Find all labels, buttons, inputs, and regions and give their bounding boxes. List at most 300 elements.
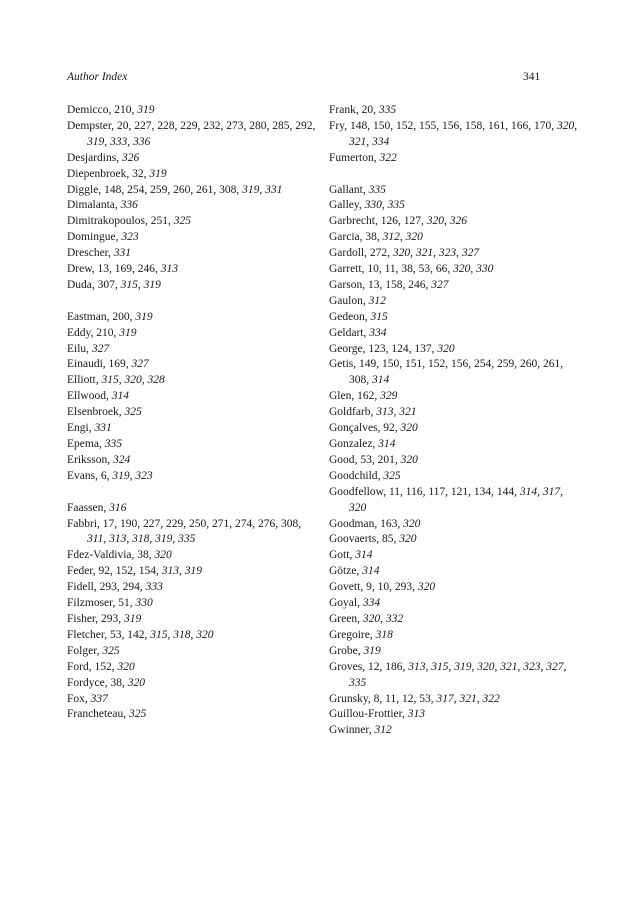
page-reference: 156	[451, 358, 469, 371]
index-entry: Geldart, 334	[329, 326, 387, 339]
page-reference: 294	[122, 581, 140, 594]
page-reference: 335	[368, 183, 386, 196]
page-reference: 117	[428, 485, 446, 498]
index-entry: Galley, 330, 335	[329, 199, 405, 212]
page-reference: 313	[161, 565, 179, 578]
author-name: Gaulon	[329, 294, 363, 307]
page-reference: 323	[135, 469, 153, 482]
index-entry: Eastman, 200, 319	[67, 310, 153, 323]
page-reference: 317	[542, 485, 561, 498]
index-entry: Elliott, 315, 320, 328	[67, 374, 165, 387]
author-name: Gregoire	[329, 628, 370, 641]
author-name: Elliott	[67, 374, 96, 387]
page-reference: 152	[115, 565, 133, 578]
page-reference: 319	[454, 660, 472, 673]
index-entry: Govett, 9, 10, 293, 320	[329, 581, 436, 594]
page-reference: 161	[487, 119, 506, 132]
page-reference: 154	[138, 565, 156, 578]
page-reference: 246	[137, 263, 156, 276]
page-reference: 331	[265, 183, 283, 196]
author-name: Goyal	[329, 597, 358, 610]
author-name: Grunsky	[329, 692, 368, 705]
author-name: Fordyce	[67, 676, 105, 689]
page-reference: 320	[196, 628, 214, 641]
index-entry: Diggle, 148, 254, 259, 260, 261, 308, 319, 331	[67, 183, 283, 196]
page-reference: 142	[127, 628, 145, 641]
page-reference: 150	[382, 358, 400, 371]
index-entry: Ellwood, 314	[67, 390, 129, 403]
page-reference: 322	[482, 692, 500, 705]
page-reference: 307	[97, 278, 115, 291]
page-number: 341	[523, 71, 541, 83]
page-reference: 53	[360, 453, 372, 466]
page-reference: 232	[203, 119, 221, 132]
page-reference: 121	[450, 485, 469, 498]
page-reference: 293	[394, 581, 413, 594]
author-name: Groves	[329, 660, 363, 673]
author-name: Gedeon	[329, 310, 365, 323]
index-entry: Gardoll, 272, 320, 321, 323, 327	[329, 247, 480, 260]
page-reference: 123	[368, 342, 386, 355]
page-reference: 10	[377, 581, 390, 594]
page-reference: 320	[117, 660, 135, 673]
author-name: Eastman	[67, 310, 107, 323]
page-reference: 53	[418, 263, 431, 276]
page-reference: 319	[135, 310, 153, 323]
author-name: Green	[329, 612, 358, 625]
page-reference: 325	[102, 644, 120, 657]
author-name: Guillou-Frottier	[329, 708, 403, 721]
page-reference: 20	[361, 104, 374, 116]
page-reference: 259	[497, 358, 515, 371]
page-reference: 20	[117, 119, 129, 132]
author-name: Garcia	[329, 231, 360, 244]
index-entry: Fletcher, 53, 142, 315, 318, 320	[67, 628, 214, 641]
page-reference: 169	[114, 263, 133, 276]
page-reference: 334	[362, 597, 381, 610]
page-reference: 53	[419, 692, 431, 705]
author-name: Garrett	[329, 263, 362, 276]
author-name: Drescher	[67, 247, 109, 260]
page-reference: 320	[403, 517, 421, 530]
page-reference: 320	[362, 612, 381, 625]
index-entry: Evans, 6, 319, 323	[67, 469, 153, 482]
index-entry: Garrett, 10, 11, 38, 53, 66, 320, 330	[329, 263, 494, 276]
page-reference: 162	[357, 390, 375, 403]
page-reference: 335	[387, 199, 405, 212]
page-reference: 228	[157, 119, 175, 132]
page-reference: 321	[415, 247, 434, 260]
author-name: Gwinner	[329, 724, 369, 737]
author-name: Dempster	[67, 119, 112, 132]
page-reference: 313	[376, 406, 394, 419]
page-reference: 320	[349, 501, 367, 514]
author-name: Desjardins	[67, 151, 117, 164]
index-entry: Einaudi, 169, 327	[67, 358, 149, 371]
index-entry: Drescher, 331	[67, 247, 132, 260]
page-reference: 327	[131, 358, 149, 371]
running-header-title: Author Index	[67, 71, 128, 83]
page-reference: 285	[272, 119, 290, 132]
page-reference: 152	[395, 119, 414, 132]
page-reference: 336	[120, 199, 138, 212]
page-reference: 38	[401, 263, 413, 276]
page-reference: 66	[435, 263, 448, 276]
index-entry: Feder, 92, 152, 154, 313, 319	[67, 565, 202, 578]
index-entry: Domingue, 323	[67, 231, 139, 244]
page-reference: 124	[391, 342, 409, 355]
index-entry: Filzmoser, 51, 330	[67, 597, 153, 610]
page-reference: 325	[173, 215, 191, 228]
page-reference: 314	[378, 438, 396, 451]
author-name: Grobe	[329, 644, 358, 657]
index-entry: Engi, 331	[67, 422, 112, 435]
author-name: Goodfellow	[329, 485, 384, 498]
author-name: Fletcher	[67, 628, 105, 641]
author-name: Goodchild	[329, 469, 378, 482]
author-name: Getis	[329, 358, 354, 371]
index-entry: Elsenbroek, 325	[67, 406, 142, 419]
page-reference: 330	[364, 199, 382, 212]
page-reference: 318	[132, 533, 150, 546]
author-name: Eilu	[67, 342, 87, 355]
index-entry: Götze, 314	[329, 565, 380, 578]
author-name: Ellwood	[67, 390, 106, 403]
page-reference: 227	[143, 517, 161, 530]
page-reference: 17	[102, 517, 115, 530]
page-reference: 318	[375, 628, 393, 641]
page-reference: 293	[99, 581, 117, 594]
index-entry: Garbrecht, 126, 127, 320, 326	[329, 215, 467, 228]
page-reference: 293	[101, 612, 119, 625]
index-entry: Goodchild, 325	[329, 469, 401, 482]
page-reference: 326	[449, 215, 467, 228]
index-entry: Folger, 325	[67, 644, 120, 657]
page-reference: 274	[235, 517, 253, 530]
page-reference: 317	[436, 692, 454, 705]
page-reference: 321	[500, 660, 518, 673]
author-name: Goovaerts	[329, 533, 377, 546]
index-entry: Faassen, 316	[67, 501, 127, 514]
index-entry: Gonzalez, 314	[329, 438, 396, 451]
page-reference: 334	[372, 135, 390, 148]
page-reference: 323	[121, 231, 139, 244]
page-reference: 323	[438, 247, 457, 260]
index-entry: Fidell, 293, 294, 333	[67, 581, 163, 594]
index-entry: Groves, 12, 186, 313, 315, 319, 320, 321, 323, 327, 335	[329, 660, 567, 689]
page-reference: 276	[258, 517, 276, 530]
page-reference: 335	[349, 676, 367, 689]
index-entry: Goldfarb, 313, 321	[329, 406, 417, 419]
index-entry: Eriksson, 324	[67, 453, 131, 466]
page-reference: 313	[407, 708, 426, 721]
page-reference: 251	[150, 215, 168, 228]
index-entry: Gedeon, 315	[329, 310, 388, 323]
index-entry: Glen, 162, 329	[329, 390, 398, 403]
page-reference: 254	[474, 358, 492, 371]
index-entry: Epema, 335	[67, 438, 122, 451]
page-reference: 12	[401, 692, 414, 705]
index-entry: Fisher, 293, 319	[67, 612, 142, 625]
page-reference: 319	[143, 278, 161, 291]
author-name: Feder	[67, 565, 93, 578]
page-reference: 337	[90, 692, 108, 705]
author-name: Eriksson	[67, 453, 108, 466]
index-entry: Fordyce, 38, 320	[67, 676, 145, 689]
page-reference: 326	[121, 151, 140, 164]
author-name: Gallant	[329, 183, 363, 196]
page-reference: 308	[281, 517, 299, 530]
page-reference: 320	[127, 676, 145, 689]
index-entry: Guillou-Frottier, 313	[329, 708, 426, 721]
author-name: Fdez-Valdivia	[67, 549, 132, 562]
author-name: Galley	[329, 199, 359, 212]
page-reference: 318	[173, 628, 191, 641]
page-reference: 227	[134, 119, 152, 132]
page-reference: 319	[184, 565, 202, 578]
page-reference: 158	[385, 278, 403, 291]
author-name: Domingue	[67, 231, 116, 244]
page-reference: 320	[437, 342, 455, 355]
page-reference: 325	[128, 708, 147, 721]
page-reference: 320	[392, 247, 411, 260]
page-reference: 246	[408, 278, 426, 291]
index-entry: George, 123, 124, 137, 320	[329, 342, 455, 355]
author-name: Einaudi	[67, 358, 103, 371]
author-name: Fisher	[67, 612, 96, 625]
index-entry: Garcia, 38, 312, 320	[329, 231, 423, 244]
author-name: Fumerton	[329, 151, 374, 164]
page-reference: 319	[119, 326, 137, 339]
letter-section-gap	[67, 485, 317, 501]
page-reference: 335	[104, 438, 122, 451]
index-entry: Eddy, 210, 319	[67, 326, 137, 339]
author-name: Govett	[329, 581, 361, 594]
author-name: Gonçalves	[329, 422, 378, 435]
index-entry: Grunsky, 8, 11, 12, 53, 317, 321, 322	[329, 692, 500, 705]
page-reference: 259	[150, 183, 168, 196]
author-name: Glen	[329, 390, 352, 403]
index-entry: Gallant, 335	[329, 183, 386, 196]
page-reference: 314	[362, 565, 380, 578]
page-reference: 321	[459, 692, 477, 705]
page-reference: 330	[476, 263, 494, 276]
author-name: Faassen	[67, 501, 104, 514]
page-reference: 324	[113, 453, 131, 466]
page-reference: 314	[372, 374, 390, 387]
author-name: Ford	[67, 660, 89, 673]
page-reference: 152	[428, 358, 446, 371]
index-entry: Dempster, 20, 227, 228, 229, 232, 273, 280, 285, 292, 319, 333, 336	[67, 119, 316, 148]
page-reference: 11	[385, 692, 397, 705]
index-entry: Gott, 314	[329, 549, 373, 562]
author-name: Dimalanta	[67, 199, 115, 212]
page-reference: 116	[405, 485, 423, 498]
page-reference: 210	[114, 104, 132, 116]
index-entry: Duda, 307, 315, 319	[67, 278, 161, 291]
author-name: Drew	[67, 263, 92, 276]
author-name: Francheteau	[67, 708, 124, 721]
index-entry: Goyal, 334	[329, 597, 381, 610]
page-reference: 320	[477, 660, 495, 673]
author-name: Diepenbroek	[67, 167, 127, 180]
page-reference: 92	[98, 565, 110, 578]
author-name: Elsenbroek	[67, 406, 119, 419]
page-reference: 319	[137, 104, 155, 116]
page-reference: 155	[418, 119, 437, 132]
page-reference: 327	[546, 660, 564, 673]
page-reference: 271	[212, 517, 230, 530]
page-reference: 320	[400, 422, 418, 435]
page-reference: 273	[226, 119, 244, 132]
page-reference: 92	[383, 422, 395, 435]
page-reference: 313	[109, 533, 127, 546]
page-reference: 144	[496, 485, 515, 498]
author-name: Epema	[67, 438, 99, 451]
page-reference: 320	[124, 374, 142, 387]
page-reference: 320	[426, 215, 444, 228]
index-entry: Gaulon, 312	[329, 294, 386, 307]
letter-section-gap	[329, 167, 579, 183]
author-name: Goodman	[329, 517, 375, 530]
page-reference: 13	[97, 263, 110, 276]
index-entry: Dimalanta, 336	[67, 199, 138, 212]
author-name: Demicco	[67, 104, 109, 116]
page-reference: 308	[219, 183, 237, 196]
author-name: Garbrecht	[329, 215, 375, 228]
page-reference: 11	[384, 263, 396, 276]
page-reference: 272	[369, 247, 388, 260]
page-reference: 312	[374, 724, 392, 737]
page-reference: 148	[349, 119, 368, 132]
page-reference: 260	[520, 358, 538, 371]
author-name: Gonzalez	[329, 438, 373, 451]
page-reference: 156	[441, 119, 460, 132]
index-entry: Drew, 13, 169, 246, 313	[67, 263, 179, 276]
page-reference: 13	[367, 278, 380, 291]
page-reference: 321	[349, 135, 367, 148]
index-entry: Gonçalves, 92, 320	[329, 422, 418, 435]
page-reference: 327	[431, 278, 449, 291]
author-name: Fry	[329, 119, 345, 132]
page-reference: 261	[196, 183, 214, 196]
author-name: Götze	[329, 565, 357, 578]
page-reference: 320	[417, 581, 436, 594]
index-entry: Getis, 149, 150, 151, 152, 156, 254, 259, 260, 261, 308, 314	[329, 358, 564, 387]
author-name: Garson	[329, 278, 363, 291]
page-reference: 201	[377, 453, 395, 466]
page-reference: 254	[127, 183, 145, 196]
page-reference: 137	[414, 342, 432, 355]
author-name: Engi	[67, 422, 89, 435]
author-name: Geldart	[329, 326, 364, 339]
index-entry: Garson, 13, 158, 246, 327	[329, 278, 449, 291]
page-reference: 6	[100, 469, 107, 482]
page-reference: 322	[379, 151, 397, 164]
index-entry: Fry, 148, 150, 152, 155, 156, 158, 161, 166, 170, 320, 321, 334	[329, 119, 578, 148]
page-reference: 53	[109, 628, 122, 641]
page-reference: 316	[109, 501, 127, 514]
page-reference: 311	[87, 533, 104, 546]
index-entry: Francheteau, 325	[67, 708, 147, 721]
index-entry: Dimitrakopoulos, 251, 325	[67, 215, 191, 228]
page-reference: 328	[147, 374, 165, 387]
index-entry: Frank, 20, 335	[329, 104, 397, 116]
letter-section-gap	[67, 294, 317, 310]
author-name: Fabbri	[67, 517, 98, 530]
page-reference: 325	[124, 406, 142, 419]
page-reference: 319	[87, 135, 105, 148]
page-reference: 320	[453, 263, 471, 276]
page-reference: 190	[120, 517, 138, 530]
page-reference: 315	[101, 374, 119, 387]
page-reference: 323	[523, 660, 541, 673]
page-reference: 319	[155, 533, 173, 546]
page-reference: 320	[400, 453, 418, 466]
page-reference: 319	[242, 183, 260, 196]
page-reference: 312	[382, 231, 400, 244]
index-entry: Grobe, 319	[329, 644, 381, 657]
page-reference: 166	[510, 119, 529, 132]
page-reference: 260	[173, 183, 191, 196]
page-reference: 11	[388, 485, 401, 498]
page-reference: 134	[473, 485, 492, 498]
page-reference: 333	[145, 581, 163, 594]
page-reference: 12	[367, 660, 380, 673]
page-reference: 127	[403, 215, 421, 228]
page-reference: 319	[112, 469, 130, 482]
page-reference: 38	[137, 549, 149, 562]
page-reference: 320	[556, 119, 575, 132]
page-reference: 315	[370, 310, 388, 323]
page-reference: 331	[113, 247, 132, 260]
page-reference: 321	[399, 406, 417, 419]
page-reference: 330	[135, 597, 153, 610]
index-entry: Diepenbroek, 32, 319	[67, 167, 167, 180]
index-entry: Green, 320, 332	[329, 612, 404, 625]
author-name: Evans	[67, 469, 96, 482]
author-name: Fidell	[67, 581, 94, 594]
page-reference: 169	[108, 358, 126, 371]
index-column-right	[329, 103, 579, 739]
page-reference: 319	[149, 167, 167, 180]
page-reference: 261	[543, 358, 561, 371]
page-reference: 312	[368, 294, 386, 307]
index-entry: Goodfellow, 11, 116, 117, 121, 134, 144, 314, 317, 320	[329, 485, 564, 514]
index-entry: Gregoire, 318	[329, 628, 393, 641]
page-reference: 150	[372, 119, 391, 132]
index-entry: Fumerton, 322	[329, 151, 397, 164]
page-reference: 319	[363, 644, 381, 657]
index-column-left	[67, 103, 317, 723]
author-name: Folger	[67, 644, 97, 657]
page-reference: 320	[154, 549, 172, 562]
page-reference: 163	[380, 517, 398, 530]
page-reference: 32	[132, 167, 144, 180]
author-name: Frank	[329, 104, 356, 116]
author-name: Eddy	[67, 326, 91, 339]
page-reference: 335	[378, 104, 397, 116]
author-name: George	[329, 342, 363, 355]
page-reference: 280	[249, 119, 267, 132]
page-reference: 315	[120, 278, 138, 291]
author-name: Dimitrakopoulos	[67, 215, 145, 228]
index-entry: Good, 53, 201, 320	[329, 453, 418, 466]
page-reference: 250	[189, 517, 207, 530]
page-reference: 229	[166, 517, 184, 530]
page-reference: 319	[124, 612, 142, 625]
index-entry: Goovaerts, 85, 320	[329, 533, 417, 546]
